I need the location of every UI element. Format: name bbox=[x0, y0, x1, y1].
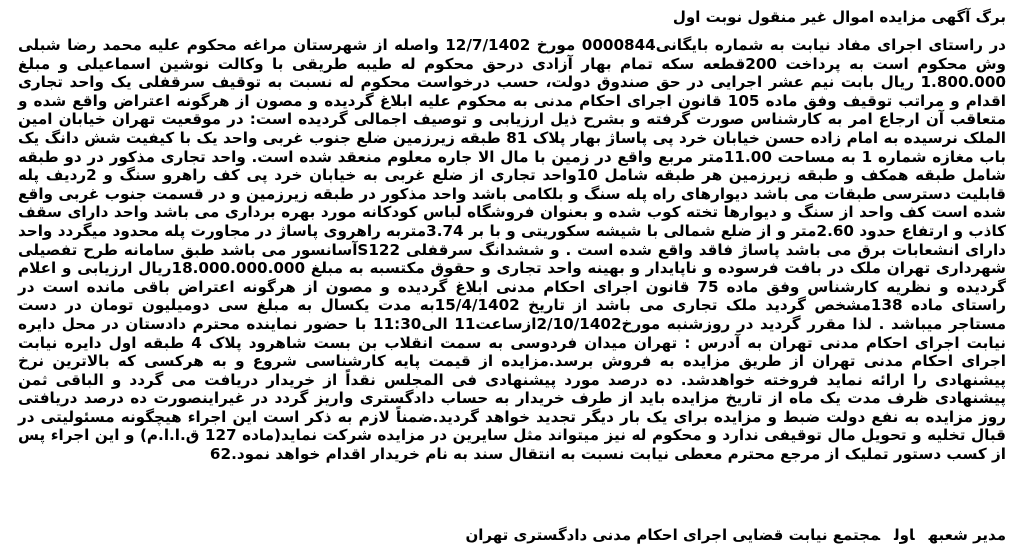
footer-branch: اول bbox=[894, 526, 915, 544]
footer-role: مدیر شعبه bbox=[928, 526, 1006, 544]
notice-footer bbox=[451, 524, 1006, 546]
footer-organization: مجتمع نیابت قضایی اجرای احکام مدنی دادگستری تهران bbox=[465, 526, 881, 544]
notice-title: برگ آگهی مزایده اموال غیر منقول نوبت اول bbox=[672, 8, 1006, 26]
notice-body: در راستای اجرای مفاد نیابت به شماره بایگانی0000844 مورخ 12/7/1402 واصله از شهرستان مراغه محکوم علیه محمد رضا شبلی وش محکوم است به پرداخت 200قطعه سکه تمام بهار آزادی درحق محکوم له طیبه طریقی با وکالت نوشین اسماعیلی و مبلغ 1.800.000 ریال بابت نیم عشر اجرایی در حق صندوق دولت، حسب درخواست محکوم له نسبت به توقیف سرقفلی یک واحد تجاری اقدام و مراتب توقیف وفق ماده 105 قانون اجرای احکام مدنی به محکوم علیه ابلاغ گردیده و مصون از هرگونه اعتراض واقع شده و متعاقب آن ارجاع امر به کارشناس صورت گرفته و بشرح ذیل ارزیابی و توصیف اجمالی گردیده است: در موقعیت تهران خیابان امین الملک نرسیده به امام زاده حسن خیابان خرد پی پاساژ بهار پلاک 81 طبقه زیرزمین ضلع جنوب غربی واحد یک با کیفیت شش دانگ یک باب مغازه شماره 1 به مساحت 11.00متر مربع واقع در زمین با مال الا جاره معلوم منعقد شده است. واحد تجاری مذکور در دو طبقه شامل طبقه همکف و طبقه زیرزمین هر طبقه شامل 10واحد تجاری از ضلع غربی به خیابان خرد پی کف راهرو سنگ و 2ردیف پله قابلیت دسترسی طبقات می باشد دیوارهای راه پله سنگ و بلکامی باشد واحد مذکور در طبقه زیرزمین و در قسمت جنوب غربی واقع شده است کف واحد از سنگ و دیوارها تخته کوب شده و بعنوان فروشگاه لباس کودکانه مورد بهره برداری می باشد واحد دارای سقف کاذب و ارتفاع حدود 2.60متر و از ضلع شمالی با شیشه سکوریتی و با بر 3.74متربه راهروی پاساژ در مجاورت پله محدود میگردد واحد دارای انشعابات برق می باشد پاساژ فاقد واقع شده است . و ششدانگ سرقفلی S122آسانسور می باشد طبق سامانه طرح تفصیلی شهرداری تهران ملک در بافت فرسوده و ناپایدار و بهینه واحد تجاری و حقوق مکتسبه به مبلغ 18.000.000.000ریال ارزیابی و اعلام گردیده و نظریه کارشناس وفق ماده 75 قانون اجرای احکام مدنی ابلاغ گردیده و مصون از هرگونه اعتراض باقی مانده است در راستای ماده 138مشخص گردید ملک تجاری می باشد از تاریخ 15/4/1402به مدت یکسال به مبلغ سی دومیلیون تومان در دست مستاجر میباشد . لذا مقرر گردید در روزشنبه مورخ2/10/1402ازساعت11 الی11:30 با حضور نماینده محترم دادستان در محل دایره نیابت اجرای احکام مدنی تهران به آدرس : تهران میدان فردوسی به سمت انقلاب بن بست شاهرود پلاک 4 طبقه اول دایره نیابت اجرای احکام مدنی تهران از طریق مزایده به فروش برسد.مزایده از قیمت پایه کارشناسی شروع و به هرکسی که بالاترین نرخ پیشنهادی را ارائه نماید فروخته خواهدشد. ده درصد مورد پیشنهادی فی المجلس نقداً از خریدار دریافت می گردد و الباقی ثمن پیشنهادی ظرف مدت یک ماه از تاریخ مزایده باید از طرف خریدار به حساب دادگستری واریز گردد در غیراینصورت ده درصد دریافتی روز مزایده به نفع دولت ضبط و مزایده برای یک بار دیگر تجدید خواهد گردید.ضمناً لازم به ذکر است این اجراء هیچگونه مسئولیتی در قبال تخلیه و تحویل مال توقیفی ندارد و محکوم له نیز میتواند مثل سایرین در مزایده شرکت نماید(ماده 127 ق.ا.ا.م) و این اجراء پس از کسب دستور تملیک از مرجع محترم معطی نیابت نسبت به انتقال سند به نام خریدار اقدام خواهد نمود.62 bbox=[18, 36, 1007, 464]
